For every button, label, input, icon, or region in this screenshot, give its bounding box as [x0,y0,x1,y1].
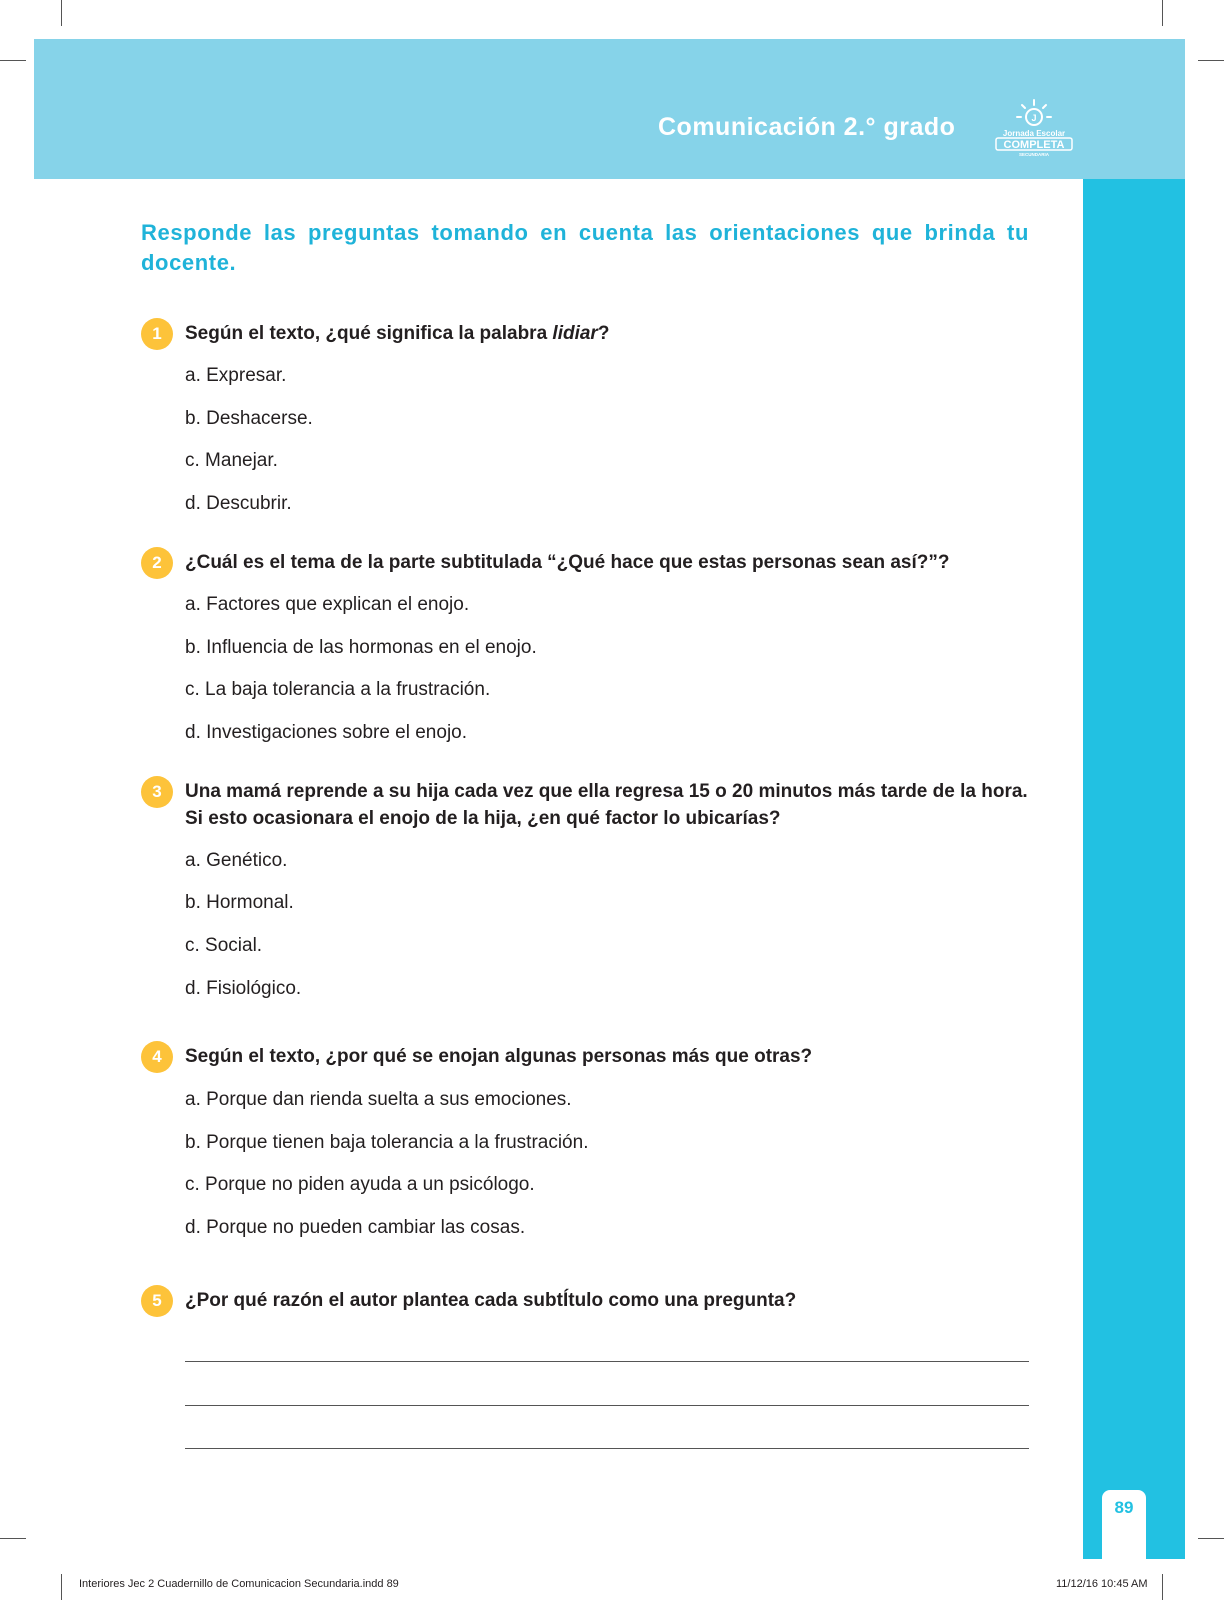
question-number-badge: 3 [141,776,173,808]
emphasized-word: lidiar [552,323,598,344]
question-3-text [185,778,1035,832]
answer-option: b. Influencia de las hormonas en el enojo. [185,637,537,658]
crop-mark [0,60,26,61]
question-number-badge: 1 [141,318,173,350]
question-number-badge: 2 [141,547,173,579]
crop-mark [0,1538,26,1539]
question-line: Si esto ocasionara el enojo de la hija, ¿en qué factor lo ubicarías? [185,808,781,829]
answer-option: a. Expresar. [185,365,287,386]
instructions-heading: Responde las preguntas tomando en cuenta las orientaciones que brinda tu docente. [141,220,1029,275]
question-number-badge: 4 [141,1041,173,1073]
question-text-part: Según el texto, ¿qué significa la palabra [185,323,553,344]
answer-option: a. Porque dan rienda suelta a sus emociones. [185,1089,572,1110]
crop-mark [1198,1538,1224,1539]
answer-line[interactable] [185,1361,1029,1362]
side-bar [1083,179,1185,1559]
answer-option: a. Genético. [185,850,288,871]
question-2-text: ¿Cuál es el tema de la parte subtitulada “¿Qué hace que estas personas sean así?”? [185,552,950,573]
svg-text:J: J [1031,113,1037,123]
answer-line[interactable] [185,1448,1029,1449]
question-5-text: ¿Por qué razón el autor plantea cada subtÍtulo como una pregunta? [185,1290,797,1311]
answer-option: c. Social. [185,935,263,956]
page-title: Comunicación 2.° grado [658,113,956,141]
question-1-text [185,320,1035,347]
question-number-badge: 5 [141,1285,173,1317]
answer-option: d. Investigaciones sobre el enojo. [185,722,468,743]
answer-option: a. Factores que explican el enojo. [185,594,470,615]
answer-option: d. Fisiológico. [185,978,302,999]
jornada-escolar-logo [992,97,1076,157]
question-4-text: Según el texto, ¿por qué se enojan algunas personas más que otras? [185,1046,813,1067]
question-line: Una mamá reprende a su hija cada vez que ella regresa 15 o 20 minutos más tarde de la hora. [185,781,1028,802]
question-text-part: ? [597,323,610,344]
footer-file-name: Interiores Jec 2 Cuadernillo de Comunicacion Secundaria.indd 89 [79,1578,399,1590]
answer-option: d. Porque no pueden cambiar las cosas. [185,1217,526,1238]
answer-option: c. La baja tolerancia a la frustración. [185,679,491,700]
logo-line2: COMPLETA [1003,139,1065,151]
answer-option: c. Manejar. [185,450,278,471]
answer-option: b. Deshacerse. [185,408,313,429]
logo-line3: SECUNDARIA [1018,152,1050,157]
crop-mark [61,1574,62,1600]
answer-option: b. Porque tienen baja tolerancia a la frustración. [185,1132,589,1153]
answer-option: c. Porque no piden ayuda a un psicólogo. [185,1174,535,1195]
footer-timestamp: 11/12/16 10:45 AM [1056,1578,1148,1590]
answer-option: d. Descubrir. [185,493,292,514]
answer-line[interactable] [185,1405,1029,1406]
answer-option: b. Hormonal. [185,892,294,913]
crop-mark [61,0,62,26]
crop-mark [1162,1574,1163,1600]
crop-mark [1162,0,1163,26]
crop-mark [1198,60,1224,61]
page-number: 89 [1114,1498,1134,1517]
logo-line1: Jornada Escolar [1002,129,1066,138]
